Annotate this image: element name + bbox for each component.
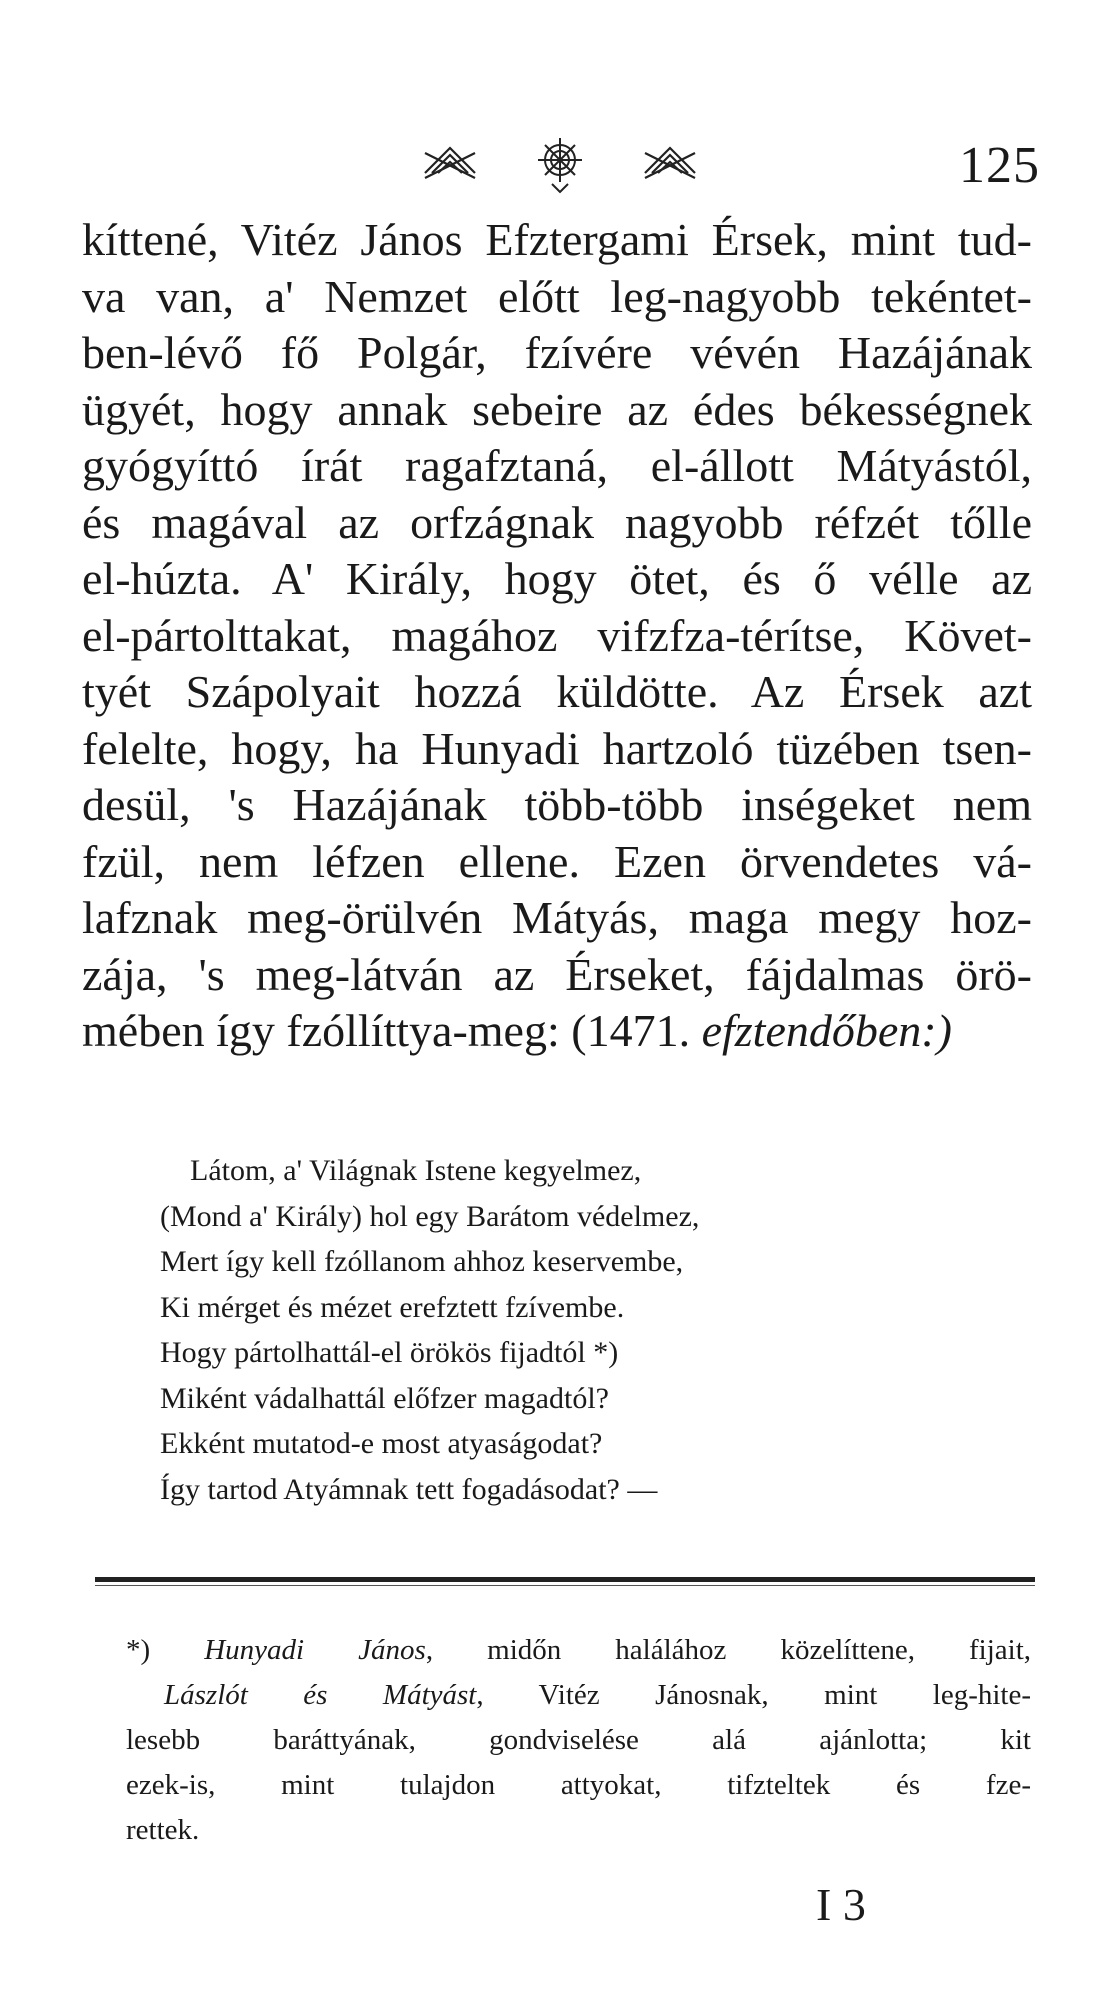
page-number: 125 [959, 137, 1040, 194]
text-line: fzül, nem léfzen ellene. Ezen örvendetes vá- [82, 835, 1032, 887]
footnote-marker: *) [126, 1634, 151, 1666]
text-line: ügyét, hogy annak sebeire az édes békességnek [82, 383, 1032, 435]
poem-line: Miként vádalhattál előfzer magadtól? [160, 1381, 609, 1415]
footnote-line: ezek-is, mint tulajdon attyokat, tifzteltek és fze- [126, 1769, 1031, 1801]
footnote-text: , Vitéz Jánosnak, mint leg-hite- [476, 1679, 1032, 1711]
footnote-divider-thin [95, 1585, 1035, 1586]
text-line: gyógyíttó írát ragafztaná, el-állott Mátyástól, [82, 440, 1032, 491]
three-fleuron-ornament-icon [420, 128, 700, 198]
year-italic-word: efztendőben:) [701, 1005, 952, 1056]
text-line: desül, 's Hazájának több-több inségeket nem [82, 779, 1032, 830]
footnote-line: lesebb baráttyának, gondviselése alá ajánlotta; kit [126, 1724, 1031, 1756]
poem-line: Így tartod Atyámnak tett fogadásodat? — [160, 1472, 658, 1506]
text-line-last [82, 1003, 1032, 1060]
poem-block [160, 1148, 1010, 1512]
text-line: zája, 's meg-látván az Érseket, fájdalmas örö- [82, 948, 1032, 1000]
text-line: el-húzta. A' Király, hogy ötet, és ő vélle az [82, 553, 1032, 604]
main-text-block [82, 212, 1032, 1060]
footnote-italic-name: Hunyadi János [204, 1634, 426, 1666]
text-line: tyét Szápolyait hozzá küldötte. Az Érsek azt [82, 666, 1032, 717]
footnote-divider [95, 1577, 1035, 1582]
poem-line: Mert így kell fzóllanom ahhoz keservembe, [160, 1245, 684, 1278]
text-line: és magával az orfzágnak nagyobb réfzét tőlle [82, 496, 1032, 548]
text-line: el-pártolttakat, magához vifzfza-térítse, Követ- [82, 609, 1032, 661]
poem-line: Ki mérget és mézet erefztett fzívembe. [160, 1290, 625, 1324]
footnote-text: , midőn halálához közelíttene, fijait, [425, 1634, 1032, 1666]
poem-line: Látom, a' Világnak Istene kegyelmez, [190, 1154, 642, 1187]
footnote-line: rettek. [126, 1814, 200, 1846]
text-line: va van, a' Nemzet előtt leg-nagyobb tekéntet- [82, 270, 1032, 322]
footnote-line [126, 1673, 1031, 1718]
text-line-last-roman: mében így fzóllíttya-meg: (1471. [82, 1005, 691, 1056]
signature-mark: I 3 [816, 1879, 866, 1930]
poem-line: (Mond a' Király) hol egy Barátom védelmez, [160, 1199, 700, 1233]
poem-line: Hogy pártolhattál-el örökös fijadtól *) [160, 1336, 619, 1369]
footnote-line [126, 1628, 1031, 1673]
poem-line: Ekként mutatod-e most atyaságodat? [160, 1427, 603, 1460]
text-line: ben-lévő fő Polgár, fzívére vévén Hazájának [82, 327, 1032, 378]
text-line: felelte, hogy, ha Hunyadi hartzoló tüzében tsen- [82, 722, 1032, 774]
footnote-block [126, 1628, 1031, 1853]
text-line: kíttené, Vitéz János Efztergami Érsek, mint tud- [82, 214, 1032, 265]
footnote-italic-names: Lászlót és Mátyást [164, 1679, 477, 1711]
text-line: lafznak meg-örülvén Mátyás, maga megy hoz- [82, 892, 1032, 943]
page-header [0, 128, 1114, 198]
